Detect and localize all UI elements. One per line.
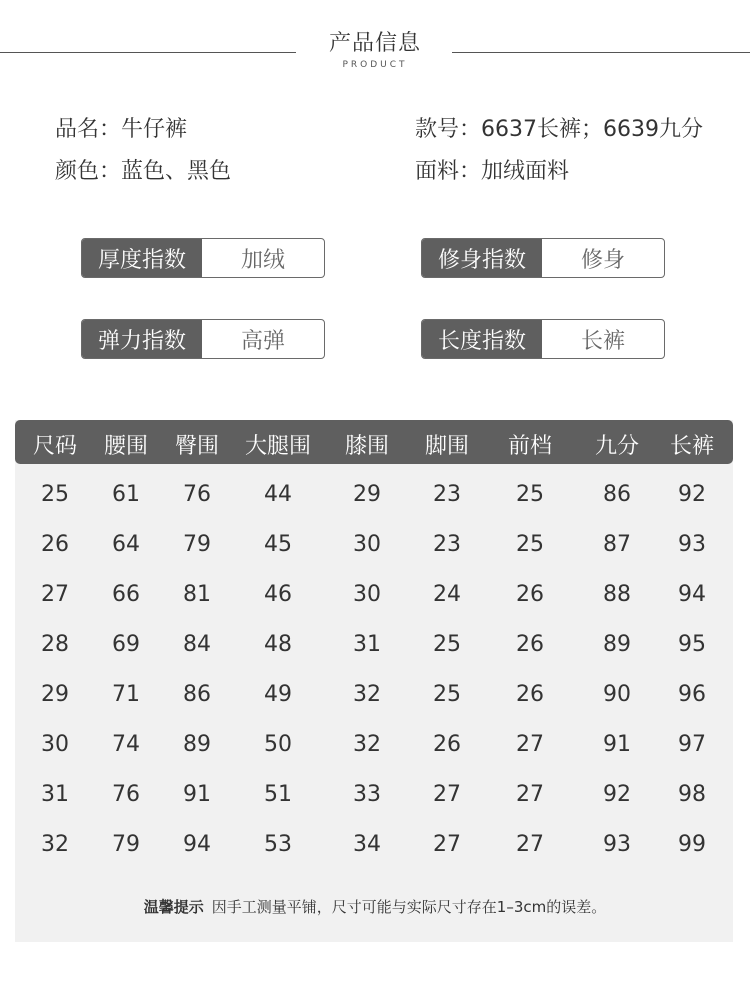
- table-cell: 31: [353, 632, 381, 657]
- table-cell: 32: [41, 832, 69, 857]
- page-header: [0, 0, 750, 80]
- table-cell: 26: [433, 732, 461, 757]
- product-style-no: 款号：6637长裤；6639九分: [415, 117, 703, 142]
- table-cell: 98: [678, 782, 706, 807]
- size-table-header: [15, 420, 733, 464]
- table-cell: 30: [353, 532, 381, 557]
- table-cell: 27: [433, 832, 461, 857]
- table-cell: 26: [516, 582, 544, 607]
- table-cell: 76: [183, 482, 211, 507]
- table-row: [15, 470, 733, 520]
- table-cell: 29: [353, 482, 381, 507]
- table-cell: 27: [516, 732, 544, 757]
- table-cell: 79: [112, 832, 140, 857]
- table-row: [15, 770, 733, 820]
- table-cell: 84: [183, 632, 211, 657]
- table-cell: 91: [183, 782, 211, 807]
- table-cell: 32: [353, 732, 381, 757]
- column-header: 膝围: [344, 434, 389, 459]
- column-header: 臀围: [174, 434, 219, 459]
- product-name: 品名：牛仔裤: [55, 117, 188, 142]
- badge-value: 加绒: [240, 247, 285, 273]
- table-cell: 61: [112, 482, 140, 507]
- table-cell: 88: [603, 582, 631, 607]
- column-header: 大腿围: [244, 434, 311, 459]
- table-row: [15, 670, 733, 720]
- table-cell: 44: [264, 482, 292, 507]
- table-cell: 27: [516, 782, 544, 807]
- table-cell: 30: [41, 732, 69, 757]
- fit-index-badge: [421, 238, 665, 278]
- section-title: 产品信息: [328, 31, 421, 56]
- table-cell: 94: [678, 582, 706, 607]
- table-cell: 97: [678, 732, 706, 757]
- table-cell: 89: [603, 632, 631, 657]
- table-cell: 27: [433, 782, 461, 807]
- table-cell: 92: [603, 782, 631, 807]
- badge-label: 修身指数: [422, 239, 542, 277]
- table-cell: 79: [183, 532, 211, 557]
- header-divider-right: [452, 52, 750, 53]
- table-cell: 46: [264, 582, 292, 607]
- product-color: 颜色：蓝色、黑色: [55, 159, 232, 184]
- table-cell: 74: [112, 732, 140, 757]
- table-row: [15, 570, 733, 620]
- product-fabric: 面料：加绒面料: [415, 159, 570, 184]
- table-cell: 89: [183, 732, 211, 757]
- length-index-badge: [421, 319, 665, 359]
- table-cell: 23: [433, 482, 461, 507]
- table-cell: 31: [41, 782, 69, 807]
- table-cell: 25: [516, 532, 544, 557]
- table-cell: 94: [183, 832, 211, 857]
- badge-label: 厚度指数: [82, 239, 202, 277]
- table-cell: 91: [603, 732, 631, 757]
- table-cell: 64: [112, 532, 140, 557]
- table-cell: 53: [264, 832, 292, 857]
- table-cell: 99: [678, 832, 706, 857]
- table-row: [15, 720, 733, 770]
- measurement-note: [0, 896, 750, 917]
- table-cell: 23: [433, 532, 461, 557]
- table-cell: 27: [41, 582, 69, 607]
- table-cell: 33: [353, 782, 381, 807]
- table-cell: 95: [678, 632, 706, 657]
- table-cell: 69: [112, 632, 140, 657]
- table-cell: 32: [353, 682, 381, 707]
- badge-label: 长度指数: [422, 320, 542, 358]
- badge-value: 高弹: [240, 328, 285, 354]
- table-cell: 49: [264, 682, 292, 707]
- note-text: 因手工测量平铺，尺寸可能与实际尺寸存在1–3cm的误差。: [211, 898, 607, 916]
- table-cell: 30: [353, 582, 381, 607]
- table-cell: 25: [516, 482, 544, 507]
- note-label: 温馨提示: [143, 898, 204, 916]
- column-header: 九分: [594, 434, 639, 459]
- column-header: 脚围: [424, 434, 469, 459]
- table-cell: 28: [41, 632, 69, 657]
- elasticity-index-badge: [81, 319, 325, 359]
- section-subtitle: PRODUCT: [342, 60, 408, 70]
- column-header: 前档: [507, 434, 552, 459]
- table-cell: 93: [678, 532, 706, 557]
- header-divider-left: [0, 52, 296, 53]
- table-cell: 86: [603, 482, 631, 507]
- table-cell: 81: [183, 582, 211, 607]
- table-cell: 96: [678, 682, 706, 707]
- table-cell: 76: [112, 782, 140, 807]
- table-cell: 25: [41, 482, 69, 507]
- table-cell: 34: [353, 832, 381, 857]
- table-cell: 25: [433, 682, 461, 707]
- column-header: 腰围: [103, 434, 148, 459]
- table-cell: 86: [183, 682, 211, 707]
- badge-label: 弹力指数: [82, 320, 202, 358]
- table-cell: 25: [433, 632, 461, 657]
- table-cell: 24: [433, 582, 461, 607]
- table-cell: 71: [112, 682, 140, 707]
- table-cell: 51: [264, 782, 292, 807]
- table-cell: 87: [603, 532, 631, 557]
- table-cell: 26: [516, 682, 544, 707]
- table-cell: 26: [516, 632, 544, 657]
- table-cell: 66: [112, 582, 140, 607]
- table-cell: 27: [516, 832, 544, 857]
- thickness-index-badge: [81, 238, 325, 278]
- table-cell: 92: [678, 482, 706, 507]
- table-row: [15, 520, 733, 570]
- badge-value: 修身: [580, 247, 625, 273]
- table-cell: 93: [603, 832, 631, 857]
- column-header: 尺码: [32, 434, 77, 459]
- size-table: [15, 420, 733, 942]
- table-cell: 50: [264, 732, 292, 757]
- column-header: 长裤: [669, 434, 714, 459]
- table-row: [15, 620, 733, 670]
- badge-value: 长裤: [580, 328, 625, 354]
- table-cell: 26: [41, 532, 69, 557]
- table-cell: 29: [41, 682, 69, 707]
- table-cell: 45: [264, 532, 292, 557]
- table-cell: 48: [264, 632, 292, 657]
- table-row: [15, 820, 733, 870]
- table-cell: 90: [603, 682, 631, 707]
